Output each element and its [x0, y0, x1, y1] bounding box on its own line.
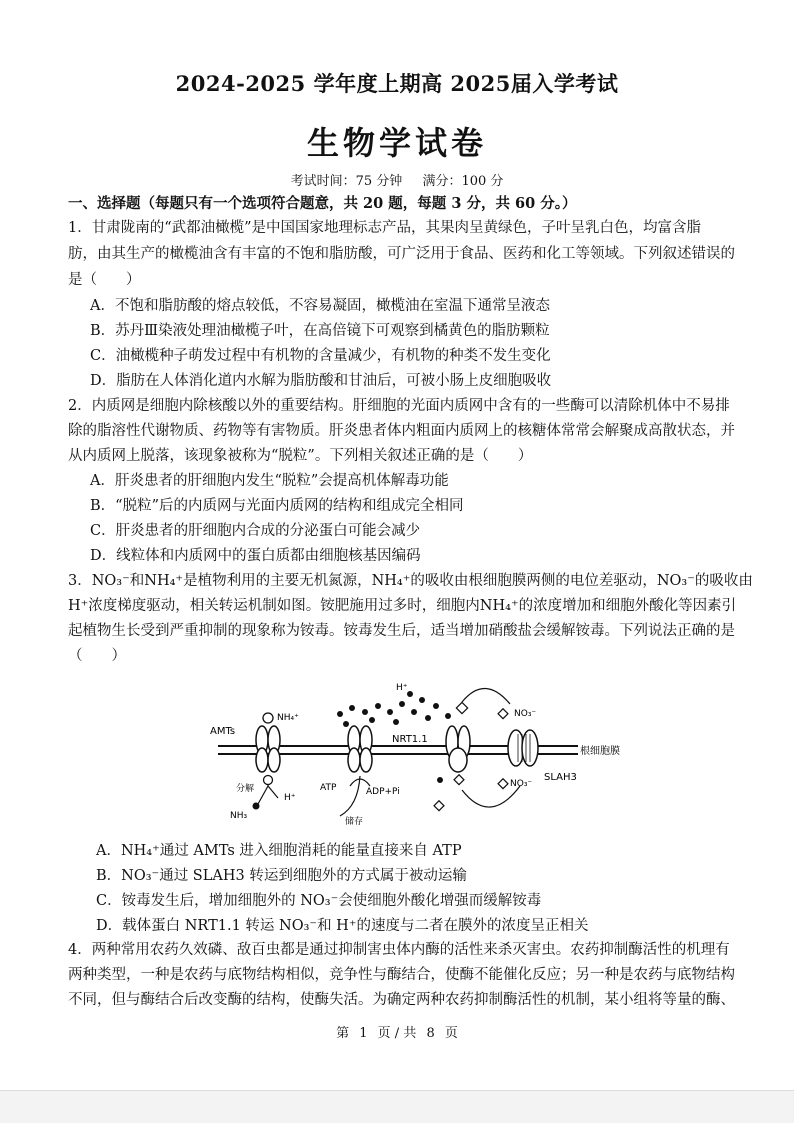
exam-time: 考试时间：75 分钟 — [290, 174, 403, 189]
q3-line: （ ） — [68, 648, 126, 664]
viewer-bottom-strip — [0, 1090, 794, 1123]
exam-title: 2024-2025 学年度上期高 2025届入学考试 — [175, 71, 619, 96]
nh4-ion-out — [263, 713, 273, 723]
hplus-dots — [337, 691, 439, 727]
subject-title: 生物学试卷 — [306, 124, 487, 162]
q3-option-a: A．NH₄⁺通过 AMTs 进入细胞消耗的能量直接来自 ATP — [96, 843, 462, 859]
decompose-label: 分解 — [236, 784, 255, 794]
q2-line: 除的脂溶性代谢物质、药物等有害物质。肝炎患者体内粗面内质网上的核糖体常常会解聚成高散状态，并 — [68, 423, 735, 439]
no3-top-label: NO₃⁻ — [514, 709, 537, 719]
slah3-label: SLAH3 — [544, 772, 577, 783]
nrt-label: NRT1.1 — [392, 734, 428, 745]
footer-page-number: 1 — [359, 1026, 368, 1041]
q3-option-c: C．铵毒发生后，增加细胞外的 NO₃⁻会使细胞外酸化增强而缓解铵毒 — [96, 893, 542, 909]
nrt11-transporter — [446, 726, 470, 772]
q3-line: 3．NO₃⁻和NH₄⁺是植物利用的主要无机氮源，NH₄⁺的吸收由根细胞膜两侧的电位差驱动，NO₃⁻的吸收由 — [68, 573, 753, 589]
q3-option-b: B．NO₃⁻通过 SLAH3 转运到细胞外的方式属于被动运输 — [96, 868, 467, 884]
q1-line: 1．甘肃陇南的“武都油橄榄”是中国国家地理标志产品，其果肉呈黄绿色，子叶呈乳白色，均富含脂 — [68, 220, 702, 236]
q1-option-d: D．脂肪在人体消化道内水解为脂肪酸和甘油后，可被小肠上皮细胞吸收 — [90, 373, 552, 389]
q2-option-b: B．“脱粒”后的内质网与光面内质网的结构和组成完全相同 — [90, 498, 464, 514]
membrane-label: 根细胞膜 — [580, 746, 620, 757]
q2-line: 2．内质网是细胞内除核酸以外的重要结构。肝细胞的光面内质网中含有的一些酶可以清除机体中不易排 — [68, 398, 730, 414]
hplus-bottom-label: H⁺ — [284, 793, 296, 803]
page-footer — [0, 1022, 794, 1041]
q1-line: 是（ ） — [68, 272, 141, 288]
no3-diamond-in — [454, 775, 464, 785]
no3-right-label: NO₃⁻ — [510, 779, 533, 789]
nh3-label: NH₃ — [230, 811, 248, 821]
footer-prefix: 第 — [336, 1026, 350, 1041]
footer-mid: 页 / 共 — [377, 1026, 417, 1041]
q1-option-c: C．油橄榄种子萌发过程中有机物的含量减少，有机物的种类不发生变化 — [90, 348, 551, 364]
amts-label: AMTs — [210, 726, 236, 737]
q4-line: 4．两种常用农药久效磷、敌百虫都是通过抑制害虫体内酶的活性来杀灭害虫。农药抑制酶活性的机理有 — [68, 942, 730, 958]
transport-diagram — [200, 676, 620, 836]
q1-option-a: A．不饱和脂肪酸的熔点较低，不容易凝固，橄榄油在室温下通常呈液态 — [90, 298, 550, 314]
cycle-arrow-bottom — [462, 786, 520, 807]
slah3-channel — [508, 730, 538, 766]
q4-line: 不同，但与酶结合后改变酶的结构，使酶失活。为确定两种农药抑制酶活性的机制，某小组将等量的酶、 — [68, 992, 735, 1008]
q2-option-a: A．肝炎患者的肝细胞内发生“脱粒”会提高机体解毒功能 — [90, 473, 449, 489]
proton-pump — [348, 726, 372, 772]
footer-page-total: 8 — [426, 1026, 435, 1041]
nh3-dot — [253, 803, 260, 810]
nh4-ion-in — [264, 776, 273, 785]
exam-score: 满分：100 分 — [422, 174, 504, 189]
store-label: 储存 — [345, 817, 364, 827]
section-heading: 一、选择题（每题只有一个选项符合题意，共 20 题，每题 3 分，共 60 分。） — [68, 195, 577, 212]
no3-diamond-out — [456, 702, 467, 713]
q2-option-d: D．线粒体和内质网中的蛋白质都由细胞核基因编码 — [90, 548, 421, 564]
exam-info — [0, 170, 794, 189]
amts-channel — [256, 726, 280, 772]
cycle-arrow-top — [462, 688, 510, 704]
q3-line: H⁺浓度梯度驱动，相关转运机制如图。铵肥施用过多时，细胞内NH₄⁺的浓度增加和细胞外酸化等因素引 — [68, 598, 737, 614]
q2-line: 从内质网上脱落，该现象被称为“脱粒”。下列相关叙述正确的是（ ） — [68, 448, 533, 464]
q2-option-c: C．肝炎患者的肝细胞内合成的分泌蛋白可能会减少 — [90, 523, 421, 539]
q3-line: 起植物生长受到严重抑制的现象称为铵毒。铵毒发生后，适当增加硝酸盐会缓解铵毒。下列说法正确的是 — [68, 623, 735, 639]
q1-line: 肪，由其生产的橄榄油含有丰富的不饱和脂肪酸，可广泛用于食品、医药和化工等领域。下列叙述错误的 — [68, 246, 735, 262]
q3-option-d: D．载体蛋白 NRT1.1 转运 NO₃⁻和 H⁺的速度与二者在膜外的浓度呈正相关 — [96, 918, 589, 934]
q1-option-b: B．苏丹Ⅲ染液处理油橄榄子叶，在高倍镜下可观察到橘黄色的脂肪颗粒 — [90, 323, 550, 339]
q4-line: 两种类型，一种是农药与底物结构相似，竞争性与酶结合，使酶不能催化反应；另一种是农药与底物结构 — [68, 967, 735, 983]
atp-label: ATP — [320, 783, 337, 793]
footer-suffix: 页 — [444, 1026, 458, 1041]
hplus-top-label: H⁺ — [396, 683, 408, 693]
nh4-top-label: NH₄⁺ — [277, 713, 299, 723]
adp-label: ADP+Pi — [366, 787, 400, 797]
